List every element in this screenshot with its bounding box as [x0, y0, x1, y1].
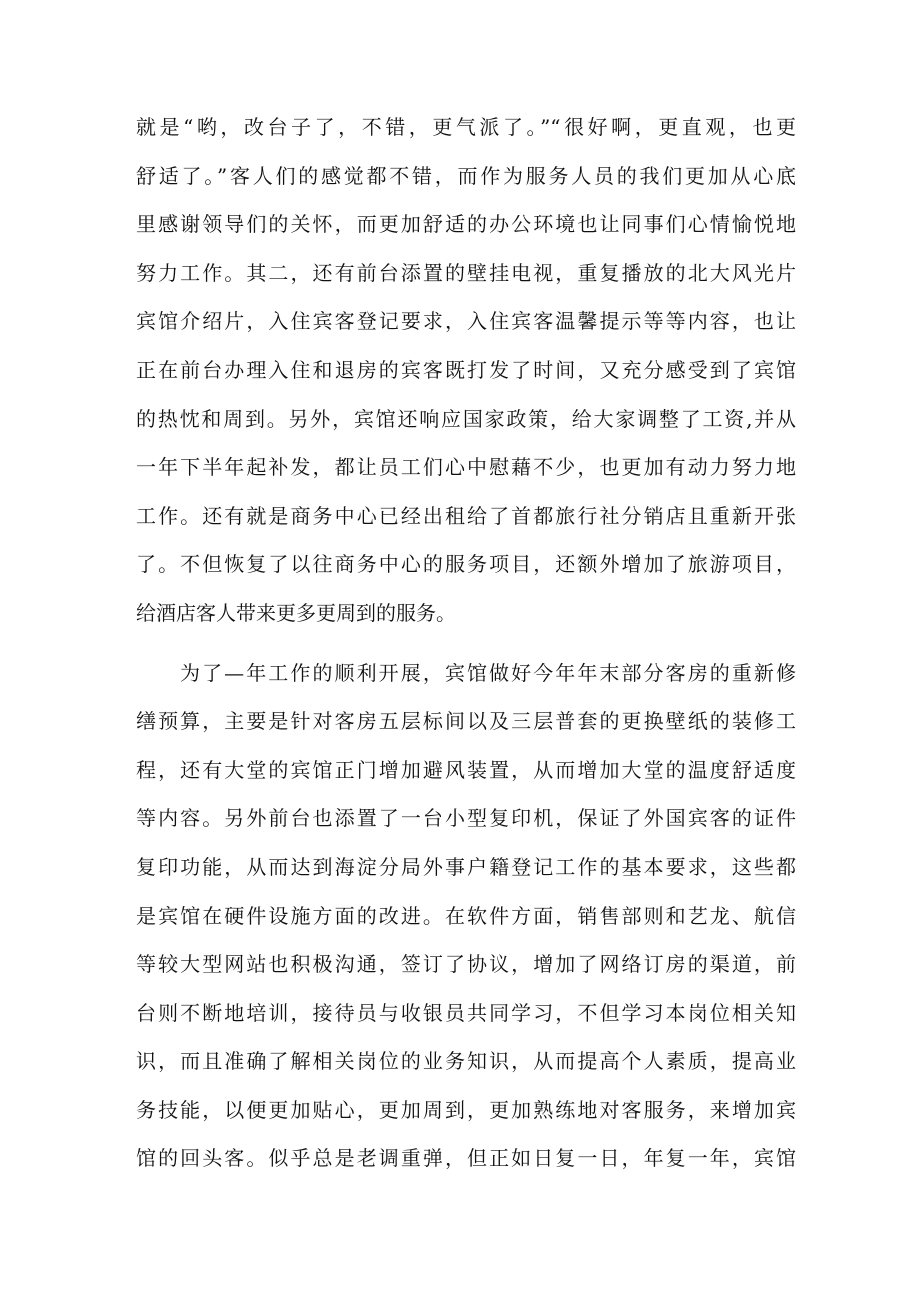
- text-line: 馆的回头客。似乎总是老调重弹，但正如日复一日，年复一年，宾馆: [136, 1146, 796, 1171]
- text-line: 等较大型网站也积极沟通，签订了协议，增加了网络订房的渠道，前: [136, 952, 796, 977]
- text-line: 的热忱和周到。另外，宾馆还响应国家政策，给大家调整了工资,并从: [136, 406, 796, 431]
- text-line: 复印功能，从而达到海淀分局外事户籍登记工作的基本要求，这些都: [136, 854, 796, 879]
- text-line: 缮预算，主要是针对客房五层标间以及三层普套的更换壁纸的装修工: [136, 709, 796, 734]
- text-line: 识，而且准确了解相关岗位的业务知识，从而提高个人素质，提高业: [136, 1049, 796, 1074]
- text-line: 了。不但恢复了以往商务中心的服务项目，还额外增加了旅游项目，: [136, 552, 796, 577]
- text-line: 舒适了。”客人们的感觉都不错，而作为服务人员的我们更加从心底: [136, 163, 796, 188]
- text-line: 等内容。另外前台也添置了一台小型复印机，保证了外国宾客的证件: [136, 806, 796, 831]
- paragraph-2: [136, 649, 796, 1184]
- text-line: 台则不断地培训，接待员与收银员共同学习，不但学习本岗位相关知: [136, 1000, 796, 1025]
- text-line: 里感谢领导们的关怀，而更加舒适的办公环境也让同事们心情愉悦地: [136, 212, 796, 237]
- text-line: 一年下半年起补发，都让员工们心中慰藉不少，也更加有动力努力地: [136, 455, 796, 480]
- paragraph-1: [136, 103, 796, 638]
- text-line: 给酒店客人带来更多更周到的服务。: [136, 600, 456, 625]
- document-body: [136, 103, 796, 1183]
- text-line: 正在前台办理入住和退房的宾客既打发了时间，又充分感受到了宾馆: [136, 357, 796, 382]
- text-line: 是宾馆在硬件设施方面的改进。在软件方面，销售部则和艺龙、航信: [136, 903, 796, 928]
- paragraph-spacer: [136, 638, 796, 649]
- text-line: 努力工作。其二，还有前台添置的壁挂电视，重复播放的北大风光片: [136, 260, 796, 285]
- text-line: 务技能，以便更加贴心，更加周到，更加熟练地对客服务，来增加宾: [136, 1097, 796, 1122]
- text-line: 为了—年工作的顺利开展，宾馆做好今年年末部分客房的重新修: [180, 660, 796, 685]
- text-line: 宾馆介绍片，入住宾客登记要求，入住宾客温馨提示等等内容，也让: [136, 309, 796, 334]
- text-line: 程，还有大堂的宾馆正门增加避风装置，从而增加大堂的温度舒适度: [136, 757, 796, 782]
- text-line: 就是“哟，改台子了，不错，更气派了。”“很好啊，更直观，也更: [136, 115, 796, 139]
- text-line: 工作。还有就是商务中心已经出租给了首都旅行社分销店且重新开张: [136, 503, 796, 528]
